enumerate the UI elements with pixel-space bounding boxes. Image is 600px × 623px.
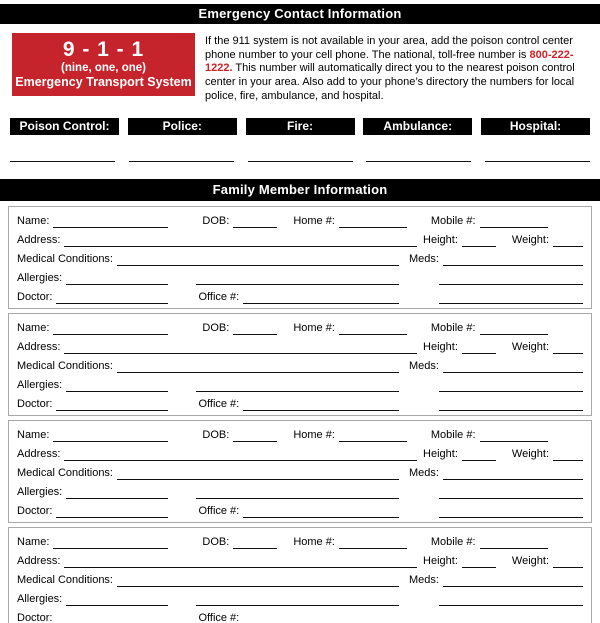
fire-fill-line[interactable] (248, 161, 353, 162)
medical-conditions-fill-line[interactable] (117, 467, 399, 480)
meds-continuation-group (409, 379, 583, 392)
medical-conditions-label: Medical Conditions: (17, 252, 113, 265)
allergies-fill-line[interactable] (66, 272, 168, 285)
office-phone-label: Office #: (198, 290, 240, 303)
medical-conditions-label: Medical Conditions: (17, 466, 113, 479)
mobile-phone-fill-line[interactable] (480, 429, 548, 442)
weight-fill-line[interactable] (553, 448, 583, 461)
office-phone-fill-line[interactable] (243, 505, 399, 518)
member-row-medical (17, 461, 583, 480)
medical-conditions-label: Medical Conditions: (17, 573, 113, 586)
dob-fill-line[interactable] (233, 322, 277, 335)
member-row-allergies (17, 266, 583, 285)
allergies-fill-line-2[interactable] (196, 593, 399, 606)
office-phone-label: Office #: (198, 611, 240, 623)
address-fill-line[interactable] (64, 555, 417, 568)
address-fill-line[interactable] (64, 448, 417, 461)
allergies-label: Allergies: (17, 592, 63, 605)
address-label: Address: (17, 340, 61, 353)
name-label: Name: (17, 321, 50, 334)
meds-group (409, 467, 583, 480)
meds-continuation-group (409, 291, 583, 304)
member-row-address (17, 442, 583, 461)
allergies-fill-line-2[interactable] (196, 486, 399, 499)
doctor-fill-line[interactable] (56, 291, 168, 304)
meds-continuation-group (409, 612, 583, 623)
badge-transport-caption: Emergency Transport System (15, 75, 192, 89)
weight-fill-line[interactable] (553, 555, 583, 568)
member-row-allergies (17, 373, 583, 392)
meds-group (409, 253, 583, 266)
meds-label: Meds: (409, 573, 439, 586)
address-fill-line[interactable] (64, 341, 417, 354)
member-row-doctor (17, 606, 583, 623)
home-phone-fill-line[interactable] (339, 215, 407, 228)
mobile-phone-label: Mobile #: (430, 214, 476, 227)
home-phone-fill-line[interactable] (339, 322, 407, 335)
name-label: Name: (17, 535, 50, 548)
contact-label-fire: Fire: (246, 118, 355, 135)
meds-fill-line[interactable] (443, 360, 583, 373)
dob-fill-line[interactable] (233, 429, 277, 442)
medical-conditions-fill-line[interactable] (117, 360, 399, 373)
home-phone-fill-line[interactable] (339, 536, 407, 549)
meds-fill-line[interactable] (443, 253, 583, 266)
height-label: Height: (423, 340, 458, 353)
address-label: Address: (17, 233, 61, 246)
mobile-phone-label: Mobile #: (430, 321, 476, 334)
height-label: Height: (423, 554, 458, 567)
name-fill-line[interactable] (53, 536, 168, 549)
ambulance-fill-line[interactable] (366, 161, 471, 162)
allergies-label: Allergies: (17, 271, 63, 284)
allergies-fill-line-2[interactable] (196, 379, 399, 392)
member-row-medical (17, 354, 583, 373)
address-label: Address: (17, 447, 61, 460)
meds-fill-line-3[interactable] (439, 291, 583, 304)
member-row-medical (17, 568, 583, 587)
member-row-name (17, 209, 583, 228)
doctor-fill-line[interactable] (56, 398, 168, 411)
emergency-section-title: Emergency Contact Information (198, 6, 402, 21)
contact-labels-row (10, 118, 590, 135)
meds-fill-line-3[interactable] (439, 612, 583, 623)
medical-conditions-label: Medical Conditions: (17, 359, 113, 372)
weight-fill-line[interactable] (553, 234, 583, 247)
meds-continuation-group (409, 593, 583, 606)
member-row-name (17, 423, 583, 442)
office-phone-label: Office #: (198, 504, 240, 517)
allergies-fill-line[interactable] (66, 379, 168, 392)
weight-label: Weight: (511, 340, 549, 353)
meds-fill-line[interactable] (443, 467, 583, 480)
hospital-fill-line[interactable] (485, 161, 590, 162)
weight-fill-line[interactable] (553, 341, 583, 354)
meds-fill-line-3[interactable] (439, 398, 583, 411)
office-phone-label: Office #: (198, 397, 240, 410)
allergies-fill-line-2[interactable] (196, 272, 399, 285)
police-fill-line[interactable] (129, 161, 234, 162)
member-row-allergies (17, 587, 583, 606)
member-row-doctor (17, 499, 583, 518)
contact-label-police: Police: (128, 118, 237, 135)
dob-label: DOB: (202, 214, 230, 227)
meds-fill-line-2[interactable] (439, 379, 583, 392)
weight-label: Weight: (511, 554, 549, 567)
home-phone-fill-line[interactable] (339, 429, 407, 442)
family-section-header (0, 179, 600, 201)
meds-continuation-group (409, 398, 583, 411)
weight-label: Weight: (511, 233, 549, 246)
allergies-fill-line[interactable] (66, 486, 168, 499)
name-fill-line[interactable] (53, 322, 168, 335)
height-fill-line[interactable] (462, 448, 496, 461)
member-cards (0, 206, 600, 623)
meds-group (409, 360, 583, 373)
meds-fill-line[interactable] (443, 574, 583, 587)
contact-fill-lines-row (10, 161, 590, 163)
intro-section (12, 33, 592, 104)
doctor-label: Doctor: (17, 290, 53, 303)
contact-label-ambulance: Ambulance: (363, 118, 472, 135)
meds-label: Meds: (409, 252, 439, 265)
poison-phone-number: 800-222-1222. (205, 48, 574, 75)
height-label: Height: (423, 233, 458, 246)
dob-label: DOB: (202, 321, 230, 334)
name-fill-line[interactable] (53, 215, 168, 228)
name-label: Name: (17, 214, 50, 227)
office-phone-fill-line[interactable] (243, 612, 399, 623)
member-card (8, 420, 592, 523)
poison-control-paragraph (205, 33, 592, 104)
member-card (8, 527, 592, 623)
allergies-label: Allergies: (17, 378, 63, 391)
mobile-phone-fill-line[interactable] (480, 322, 548, 335)
doctor-label: Doctor: (17, 504, 53, 517)
meds-fill-line-2[interactable] (439, 486, 583, 499)
mobile-phone-fill-line[interactable] (480, 536, 548, 549)
contact-label-hospital: Hospital: (481, 118, 590, 135)
member-row-address (17, 228, 583, 247)
home-phone-label: Home #: (293, 321, 335, 334)
member-card (8, 206, 592, 309)
height-label: Height: (423, 447, 458, 460)
meds-label: Meds: (409, 466, 439, 479)
allergies-label: Allergies: (17, 485, 63, 498)
medical-conditions-fill-line[interactable] (117, 574, 399, 587)
doctor-label: Doctor: (17, 397, 53, 410)
doctor-fill-line[interactable] (56, 505, 168, 518)
address-fill-line[interactable] (64, 234, 417, 247)
contact-label-poison-control: Poison Control: (10, 118, 119, 135)
name-label: Name: (17, 428, 50, 441)
home-phone-label: Home #: (293, 535, 335, 548)
dob-fill-line[interactable] (233, 215, 277, 228)
family-section-title: Family Member Information (212, 181, 388, 197)
allergies-fill-line[interactable] (66, 593, 168, 606)
emergency-section-header (0, 4, 600, 24)
meds-fill-line-2[interactable] (439, 593, 583, 606)
meds-fill-line-2[interactable] (439, 272, 583, 285)
dob-fill-line[interactable] (233, 536, 277, 549)
member-row-address (17, 335, 583, 354)
member-row-doctor (17, 392, 583, 411)
meds-group (409, 574, 583, 587)
meds-continuation-group (409, 272, 583, 285)
mobile-phone-label: Mobile #: (430, 428, 476, 441)
badge-911-number: 9 - 1 - 1 (62, 38, 145, 61)
height-fill-line[interactable] (462, 341, 496, 354)
member-card (8, 313, 592, 416)
doctor-label: Doctor: (17, 611, 53, 623)
emergency-badge (12, 33, 195, 96)
member-row-address (17, 549, 583, 568)
weight-label: Weight: (511, 447, 549, 460)
height-fill-line[interactable] (462, 555, 496, 568)
member-row-doctor (17, 285, 583, 304)
member-row-name (17, 316, 583, 335)
meds-fill-line-3[interactable] (439, 505, 583, 518)
home-phone-label: Home #: (293, 428, 335, 441)
meds-continuation-group (409, 486, 583, 499)
poison-control-fill-line[interactable] (10, 161, 115, 162)
paragraph-text-after: This number will automatically direct you to the nearest poison control center in your area. Also add to your phone’s directory the numbers for local police, fire, ambulance, and hospital. (205, 62, 575, 102)
paragraph-text-before: If the 911 system is not available in your area, add the poison control center phone number to your cell phone. The national, toll-free number is (205, 35, 573, 61)
member-row-name (17, 530, 583, 549)
medical-conditions-fill-line[interactable] (117, 253, 399, 266)
meds-continuation-group (409, 505, 583, 518)
dob-label: DOB: (202, 535, 230, 548)
address-label: Address: (17, 554, 61, 567)
home-phone-label: Home #: (293, 214, 335, 227)
office-phone-fill-line[interactable] (243, 398, 399, 411)
badge-911-words: (nine, one, one) (61, 62, 146, 74)
mobile-phone-fill-line[interactable] (480, 215, 548, 228)
height-fill-line[interactable] (462, 234, 496, 247)
name-fill-line[interactable] (53, 429, 168, 442)
meds-label: Meds: (409, 359, 439, 372)
office-phone-fill-line[interactable] (243, 291, 399, 304)
member-row-allergies (17, 480, 583, 499)
dob-label: DOB: (202, 428, 230, 441)
mobile-phone-label: Mobile #: (430, 535, 476, 548)
member-row-medical (17, 247, 583, 266)
doctor-fill-line[interactable] (56, 612, 168, 623)
